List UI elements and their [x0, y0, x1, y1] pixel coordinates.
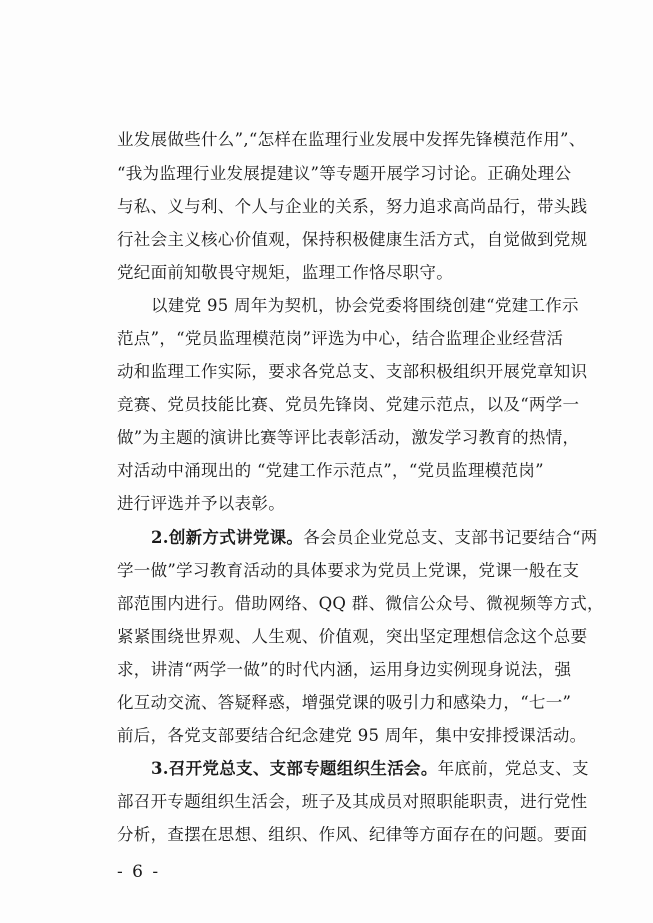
paragraph-1-line-2: “我为监理行业发展提建议”等专题开展学习讨论。正确处理公	[117, 164, 572, 183]
paragraph-3-line-2: 学一做”学习教育活动的具体要求为党员上党课，党课一般在支	[117, 561, 580, 580]
paragraph-1-line-3: 与私、义与利、个人与企业的关系，努力追求高尚品行，带头践	[117, 197, 588, 216]
paragraph-3-line-6: 化互动交流、答疑释惑，增强党课的吸引力和感染力，“七一”	[117, 693, 572, 712]
paragraph-1-line-1: 业发展做些什么”,“怎样在监理行业发展中发挥先锋模范作用”、	[117, 130, 586, 149]
paragraph-2-line-3: 动和监理工作实际，要求各党总支、支部积极组织开展党章知识	[117, 362, 588, 381]
paragraph-4-heading: 3.召开党总支、支部专题组织生活会。	[151, 759, 438, 778]
paragraph-4-line-2: 部召开专题组织生活会，班子及其成员对照职能职责，进行党性	[117, 792, 588, 811]
paragraph-2-line-1: 以建党 95 周年为契机，协会党委将围绕创建“党建工作示	[151, 296, 579, 315]
paragraph-2-line-6: 对活动中涌现出的 “党建工作示范点”，“党员监理模范岗”	[117, 461, 544, 480]
paragraph-3-heading: 2.创新方式讲党课。	[151, 528, 304, 547]
paragraph-3-line-1-text: 各会员企业党总支、支部书记要结合“两	[303, 528, 598, 547]
paragraph-3-line-5: 求，讲清“两学一做”的时代内涵，运用身边实例现身说法，强	[117, 660, 572, 679]
paragraph-2-line-2: 范点”，“党员监理模范岗”评选为中心，结合监理企业经营活	[117, 329, 564, 348]
paragraph-2-line-4: 竞赛、党员技能比赛、党员先锋岗、党建示范点，以及“两学一	[117, 395, 580, 414]
paragraph-1-line-4: 行社会主义核心价值观，保持积极健康生活方式，自觉做到党规	[117, 230, 588, 249]
page-number: - 6 -	[117, 862, 161, 882]
paragraph-2-line-5: 做”为主题的演讲比赛等评比表彰活动，激发学习教育的热情，	[117, 428, 580, 447]
paragraph-3-line-3: 部范围内进行。借助网络、QQ 群、微信公众号、微视频等方式，	[117, 594, 604, 613]
paragraph-4-line-1	[151, 758, 589, 780]
paragraph-2-line-7: 进行评选并予以表彰。	[117, 494, 285, 513]
paragraph-3-line-4: 紧紧围绕世界观、人生观、价值观，突出坚定理想信念这个总要	[117, 627, 588, 646]
paragraph-4-line-3: 分析，查摆在思想、组织、作风、纪律等方面存在的问题。要面	[117, 825, 588, 844]
paragraph-4-line-1-text: 年底前，党总支、支	[437, 759, 589, 778]
paragraph-3-line-7: 前后，各党支部要结合纪念建党 95 周年，集中安排授课活动。	[117, 726, 587, 745]
paragraph-1-line-5: 党纪面前知敬畏守规矩，监理工作恪尽职守。	[117, 263, 453, 282]
paragraph-3-line-1	[151, 527, 598, 549]
